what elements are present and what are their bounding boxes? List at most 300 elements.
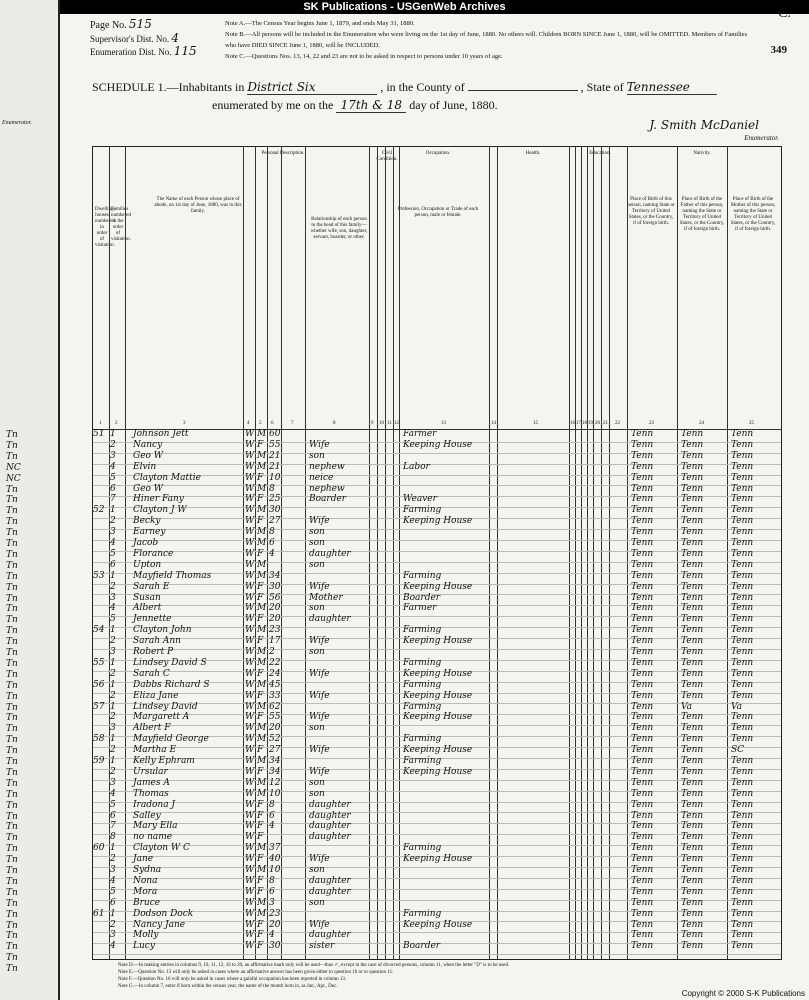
supervisor-label: Supervisor's Dist. No.	[90, 34, 170, 44]
person-name: Earney	[133, 527, 166, 538]
column-number: 4	[247, 421, 250, 426]
race: W	[245, 712, 255, 723]
age: 8	[269, 875, 275, 886]
sex: M	[257, 788, 267, 799]
birthplace: Tenn	[631, 723, 654, 734]
person-name: Sarah E	[133, 581, 170, 592]
column-number: 15	[533, 421, 538, 426]
family-number: 1	[110, 505, 116, 516]
left-strip-code: Tn	[6, 866, 18, 876]
occupation: Farming	[403, 734, 442, 745]
sex: F	[257, 690, 264, 701]
header-notes	[225, 18, 755, 62]
column-number: 13	[441, 421, 446, 426]
family-number: 2	[110, 766, 116, 777]
person-name: Johnson Jett	[133, 429, 189, 439]
race: W	[245, 581, 255, 592]
relationship: Wife	[309, 854, 330, 865]
mother-birthplace: Tenn	[731, 570, 754, 581]
occupation: Farmer	[403, 603, 437, 614]
birthplace: Tenn	[631, 875, 654, 886]
hdr-education: Education.	[589, 151, 611, 156]
age: 22	[269, 657, 281, 668]
race: W	[245, 647, 255, 657]
birthplace: Tenn	[631, 570, 654, 581]
schedule-line1-b: , in the County of	[380, 80, 465, 94]
left-enumerator-label: Enumerator.	[2, 120, 32, 126]
relationship: nephew	[309, 461, 345, 472]
left-strip-code: Tn	[6, 626, 18, 637]
race: W	[245, 439, 255, 450]
family-number: 3	[110, 527, 116, 538]
sex: F	[257, 875, 264, 886]
mother-birthplace: Tenn	[731, 450, 754, 461]
mother-birthplace: Va	[731, 701, 743, 712]
sex: M	[257, 679, 267, 690]
mother-birthplace: Tenn	[731, 614, 754, 625]
race: W	[245, 494, 255, 505]
race: W	[245, 668, 255, 679]
left-strip-code: Tn	[6, 789, 18, 800]
birthplace: Tenn	[631, 865, 654, 875]
family-number: 1	[110, 843, 116, 854]
birthplace: Tenn	[631, 712, 654, 723]
relationship: Wife	[309, 636, 330, 647]
dwelling-number: 60	[93, 843, 105, 854]
race: W	[245, 941, 255, 952]
family-number: 1	[110, 657, 116, 668]
left-strip-code: Tn	[6, 615, 18, 626]
age: 4	[269, 930, 275, 941]
age: 24	[269, 668, 281, 679]
sex: F	[257, 930, 264, 941]
relationship: daughter	[309, 821, 351, 832]
family-number: 7	[110, 494, 116, 505]
birthplace: Tenn	[631, 592, 654, 603]
hdr-birth-father: Place of Birth of the Father of this person, naming the State or Territory of United States, or the Country, if of foreign birth.	[679, 197, 725, 232]
mother-birthplace: Tenn	[731, 581, 754, 592]
race: W	[245, 483, 255, 494]
sex: M	[257, 908, 267, 919]
person-name: Robert P	[133, 647, 174, 657]
father-birthplace: Tenn	[681, 799, 704, 810]
left-strip-code: Tn	[6, 593, 18, 604]
enumeration-line	[90, 45, 197, 58]
age: 4	[269, 548, 275, 559]
father-birthplace: Tenn	[681, 461, 704, 472]
note-a: Note A.—The Census Year begins June 1, 1879, and ends May 31, 1880.	[225, 20, 415, 27]
dwelling-number: 58	[93, 734, 105, 745]
enumeration-value: 115	[173, 44, 197, 58]
schedule-heading	[92, 80, 792, 112]
sex: M	[257, 570, 267, 581]
birthplace: Tenn	[631, 614, 654, 625]
schedule-line2-b: day of June, 1880.	[409, 98, 498, 112]
race: W	[245, 875, 255, 886]
left-strip-code: Tn	[6, 637, 18, 648]
header-ids	[90, 18, 197, 58]
left-strip-code: Tn	[6, 964, 18, 975]
dwelling-number: 55	[93, 657, 105, 668]
family-number: 6	[110, 897, 116, 908]
father-birthplace: Tenn	[681, 777, 704, 788]
occupation: Farming	[403, 625, 442, 636]
birthplace: Tenn	[631, 472, 654, 483]
person-name: Hiner Fany	[133, 494, 184, 505]
left-strip-code: Tn	[6, 931, 18, 942]
age: 27	[269, 516, 281, 527]
birthplace: Tenn	[631, 766, 654, 777]
left-strip-code: Tn	[6, 702, 18, 713]
mother-birthplace: Tenn	[731, 439, 754, 450]
family-number: 2	[110, 668, 116, 679]
sex: M	[257, 865, 267, 875]
left-strip-code: Tn	[6, 778, 18, 789]
note-f: Note F.—Question No. 16 will only be asked in cases where a gainful occupation has been reported in column 13.	[118, 977, 347, 982]
birthplace: Tenn	[631, 461, 654, 472]
family-number: 1	[110, 734, 116, 745]
age: 30	[269, 505, 281, 516]
left-strip-code: Tn	[6, 604, 18, 615]
hdr-profession: Profession, Occupation or Trade of each person, male or female.	[397, 207, 479, 218]
race: W	[245, 657, 255, 668]
sex: M	[257, 429, 267, 439]
census-table	[92, 146, 782, 960]
race: W	[245, 603, 255, 614]
archive-banner: SK Publications - USGenWeb Archives	[0, 0, 809, 14]
family-number: 2	[110, 516, 116, 527]
mother-birthplace: Tenn	[731, 472, 754, 483]
relationship: son	[309, 603, 325, 614]
left-strip-code: Tn	[6, 876, 18, 887]
race: W	[245, 930, 255, 941]
family-number: 2	[110, 854, 116, 865]
birthplace: Tenn	[631, 810, 654, 821]
person-name: Ursular	[133, 766, 168, 777]
birthplace: Tenn	[631, 636, 654, 647]
person-name: Clayton J W	[133, 505, 187, 516]
age: 34	[269, 570, 281, 581]
mother-birthplace: Tenn	[731, 875, 754, 886]
sex: M	[257, 734, 267, 745]
mother-birthplace: Tenn	[731, 461, 754, 472]
age: 12	[269, 777, 281, 788]
enumerator-signature: J. Smith McDaniel	[649, 118, 759, 132]
age: 40	[269, 854, 281, 865]
sex: M	[257, 461, 267, 472]
left-strip-code: Tn	[6, 735, 18, 746]
occupation: Labor	[403, 461, 430, 472]
race: W	[245, 625, 255, 636]
occupation: Keeping House	[403, 690, 473, 701]
father-birthplace: Tenn	[681, 919, 704, 930]
father-birthplace: Tenn	[681, 592, 704, 603]
mother-birthplace: Tenn	[731, 723, 754, 734]
age: 10	[269, 865, 281, 875]
person-name: Sydna	[133, 865, 162, 875]
father-birthplace: Tenn	[681, 570, 704, 581]
sex: M	[257, 483, 267, 494]
column-number: 25	[749, 421, 754, 426]
adjacent-page-strip	[0, 0, 60, 1000]
mother-birthplace: Tenn	[731, 712, 754, 723]
relationship: son	[309, 723, 325, 734]
relationship: Wife	[309, 668, 330, 679]
occupation: Boarder	[403, 592, 441, 603]
birthplace: Tenn	[631, 930, 654, 941]
person-name: Eliza Jane	[133, 690, 179, 701]
sex: M	[257, 897, 267, 908]
occupation: Keeping House	[403, 766, 473, 777]
mother-birthplace: Tenn	[731, 919, 754, 930]
left-strip-code: Tn	[6, 539, 18, 549]
left-strip-code: Tn	[6, 898, 18, 909]
family-number: 1	[110, 625, 116, 636]
person-name: Mayfield George	[133, 734, 209, 745]
dwelling-number: 57	[93, 701, 105, 712]
race: W	[245, 548, 255, 559]
birthplace: Tenn	[631, 494, 654, 505]
mother-birthplace: Tenn	[731, 505, 754, 516]
age: 62	[269, 701, 281, 712]
father-birthplace: Tenn	[681, 516, 704, 527]
person-name: Iradona J	[133, 799, 176, 810]
race: W	[245, 832, 255, 843]
column-number: 10	[379, 421, 384, 426]
birthplace: Tenn	[631, 548, 654, 559]
sex: M	[257, 777, 267, 788]
family-number: 2	[110, 636, 116, 647]
person-name: no name	[133, 832, 173, 843]
race: W	[245, 777, 255, 788]
birthplace: Tenn	[631, 941, 654, 952]
mother-birthplace: Tenn	[731, 625, 754, 636]
age: 17	[269, 636, 281, 647]
left-strip-code: Tn	[6, 713, 18, 724]
person-name: Mayfield Thomas	[133, 570, 212, 581]
person-name: Albert	[133, 603, 162, 614]
page-no-line	[90, 18, 197, 32]
sex: F	[257, 592, 264, 603]
race: W	[245, 592, 255, 603]
race: W	[245, 429, 255, 439]
column-number: 3	[183, 421, 186, 426]
mother-birthplace: Tenn	[731, 832, 754, 843]
occupation: Farming	[403, 570, 442, 581]
birthplace: Tenn	[631, 450, 654, 461]
left-strip-code: Tn	[6, 484, 18, 495]
father-birthplace: Tenn	[681, 766, 704, 777]
mother-birthplace: Tenn	[731, 429, 754, 439]
father-birthplace: Tenn	[681, 472, 704, 483]
race: W	[245, 854, 255, 865]
left-strip-code: NC	[6, 462, 21, 473]
sex: M	[257, 450, 267, 461]
birthplace: Tenn	[631, 679, 654, 690]
enumeration-label: Enumeration Dist. No.	[90, 47, 172, 57]
page-no-label: Page No.	[90, 20, 127, 31]
mother-birthplace: Tenn	[731, 941, 754, 952]
column-number: 7	[291, 421, 294, 426]
race: W	[245, 908, 255, 919]
mother-birthplace: Tenn	[731, 908, 754, 919]
family-number: 2	[110, 439, 116, 450]
race: W	[245, 679, 255, 690]
family-number: 3	[110, 930, 116, 941]
column-number: 16	[570, 421, 575, 426]
dwelling-number: 52	[93, 505, 105, 516]
father-birthplace: Tenn	[681, 734, 704, 745]
race: W	[245, 723, 255, 734]
left-strip-code: Tn	[6, 440, 18, 451]
race: W	[245, 450, 255, 461]
birthplace: Tenn	[631, 777, 654, 788]
schedule-line1-c: , State of	[580, 80, 624, 94]
family-number: 3	[110, 647, 116, 657]
relationship: Wife	[309, 766, 330, 777]
person-name: Geo W	[133, 483, 164, 494]
hdr-nativity: Nativity.	[693, 151, 711, 156]
sex: F	[257, 745, 264, 756]
sex: F	[257, 472, 264, 483]
relationship: sister	[309, 941, 335, 952]
relationship: son	[309, 450, 325, 461]
left-strip-code: Tn	[6, 560, 18, 571]
father-birthplace: Tenn	[681, 603, 704, 614]
sex: M	[257, 559, 267, 570]
hdr-birth-self: Place of Birth of this person, naming State or Territory of United States, or the Country, if of foreign birth.	[627, 197, 675, 226]
family-number: 5	[110, 614, 116, 625]
birthplace: Tenn	[631, 701, 654, 712]
relationship: Wife	[309, 581, 330, 592]
enumerator-label: Enumerator.	[744, 134, 779, 142]
relationship: son	[309, 865, 325, 875]
family-number: 3	[110, 777, 116, 788]
dwelling-number: 53	[93, 570, 105, 581]
left-strip-code: Tn	[6, 648, 18, 658]
left-strip-code: Tn	[6, 582, 18, 593]
person-name: Jane	[133, 854, 154, 865]
relationship: son	[309, 788, 325, 799]
age: 52	[269, 734, 281, 745]
mother-birthplace: Tenn	[731, 788, 754, 799]
column-number: 19	[588, 421, 593, 426]
age: 6	[269, 538, 275, 548]
family-number: 1	[110, 908, 116, 919]
supervisor-value: 4	[171, 31, 180, 45]
mother-birthplace: Tenn	[731, 592, 754, 603]
person-name: Kelly Ephram	[133, 756, 195, 766]
sex: F	[257, 439, 264, 450]
column-number: 1	[99, 421, 102, 426]
hdr-dwelling: Dwelling-houses numbered in order of visitation.	[95, 207, 116, 248]
sex: F	[257, 941, 264, 952]
birthplace: Tenn	[631, 854, 654, 865]
sex: F	[257, 581, 264, 592]
page-no-value: 515	[128, 17, 152, 31]
father-birthplace: Tenn	[681, 821, 704, 832]
person-name: Nancy	[133, 439, 163, 450]
left-strip-code: Tn	[6, 746, 18, 757]
person-name: James A	[133, 777, 170, 788]
race: W	[245, 472, 255, 483]
person-name: Margarett A	[133, 712, 190, 723]
age: 21	[269, 450, 281, 461]
birthplace: Tenn	[631, 799, 654, 810]
race: W	[245, 821, 255, 832]
hdr-occupation: Occupation.	[425, 151, 451, 156]
note-b: Note B.—All persons will be included in the Enumeration who were living on the 1st day of June, 1880. No others will. Children BORN SINCE June 1, 1880, will be OMITTED. Members of Families who have DIED SINCE June 1, 1880, will be INCLUDED.	[225, 31, 748, 49]
sex: M	[257, 538, 267, 548]
age: 20	[269, 614, 281, 625]
relationship: Wife	[309, 745, 330, 756]
column-number: 9	[371, 421, 374, 426]
sex: M	[257, 723, 267, 734]
county-blank	[468, 90, 578, 91]
occupation: Keeping House	[403, 439, 473, 450]
race: W	[245, 614, 255, 625]
column-number: 2	[115, 421, 118, 426]
mother-birthplace: Tenn	[731, 777, 754, 788]
mother-birthplace: Tenn	[731, 843, 754, 854]
person-name: Elvin	[133, 461, 157, 472]
person-name: Lindsey David S	[133, 657, 207, 668]
age: 25	[269, 494, 281, 505]
dwelling-number: 54	[93, 625, 105, 636]
age: 23	[269, 908, 281, 919]
mother-birthplace: Tenn	[731, 668, 754, 679]
mother-birthplace: Tenn	[731, 865, 754, 875]
age: 27	[269, 745, 281, 756]
occupation: Boarder	[403, 941, 441, 952]
family-number: 4	[110, 603, 116, 614]
relationship: daughter	[309, 799, 351, 810]
column-number: 20	[595, 421, 600, 426]
mother-birthplace: Tenn	[731, 483, 754, 494]
left-strip-code: NC	[6, 473, 21, 484]
sex: F	[257, 636, 264, 647]
copyright: Copyright © 2000 S-K Publications	[681, 989, 805, 998]
occupation: Farming	[403, 843, 442, 854]
column-number: 18	[582, 421, 587, 426]
family-number: 5	[110, 799, 116, 810]
relationship: son	[309, 559, 325, 570]
occupation: Keeping House	[403, 854, 473, 865]
left-strip-code: Tn	[6, 430, 18, 440]
father-birthplace: Tenn	[681, 505, 704, 516]
family-number: 1	[110, 701, 116, 712]
sex: M	[257, 843, 267, 854]
district-value: District Six	[247, 80, 377, 95]
person-name: Florance	[133, 548, 174, 559]
relationship: Wife	[309, 439, 330, 450]
sex: F	[257, 854, 264, 865]
family-number: 1	[110, 570, 116, 581]
person-name: Dodson Dock	[133, 908, 194, 919]
sex: F	[257, 766, 264, 777]
mother-birthplace: Tenn	[731, 930, 754, 941]
father-birthplace: Tenn	[681, 657, 704, 668]
birthplace: Tenn	[631, 734, 654, 745]
mother-birthplace: Tenn	[731, 494, 754, 505]
column-number: 14	[491, 421, 496, 426]
age: 30	[269, 941, 281, 952]
occupation: Farming	[403, 657, 442, 668]
relationship: son	[309, 897, 325, 908]
mother-birthplace: Tenn	[731, 734, 754, 745]
occupation: Farming	[403, 701, 442, 712]
column-number: 8	[333, 421, 336, 426]
